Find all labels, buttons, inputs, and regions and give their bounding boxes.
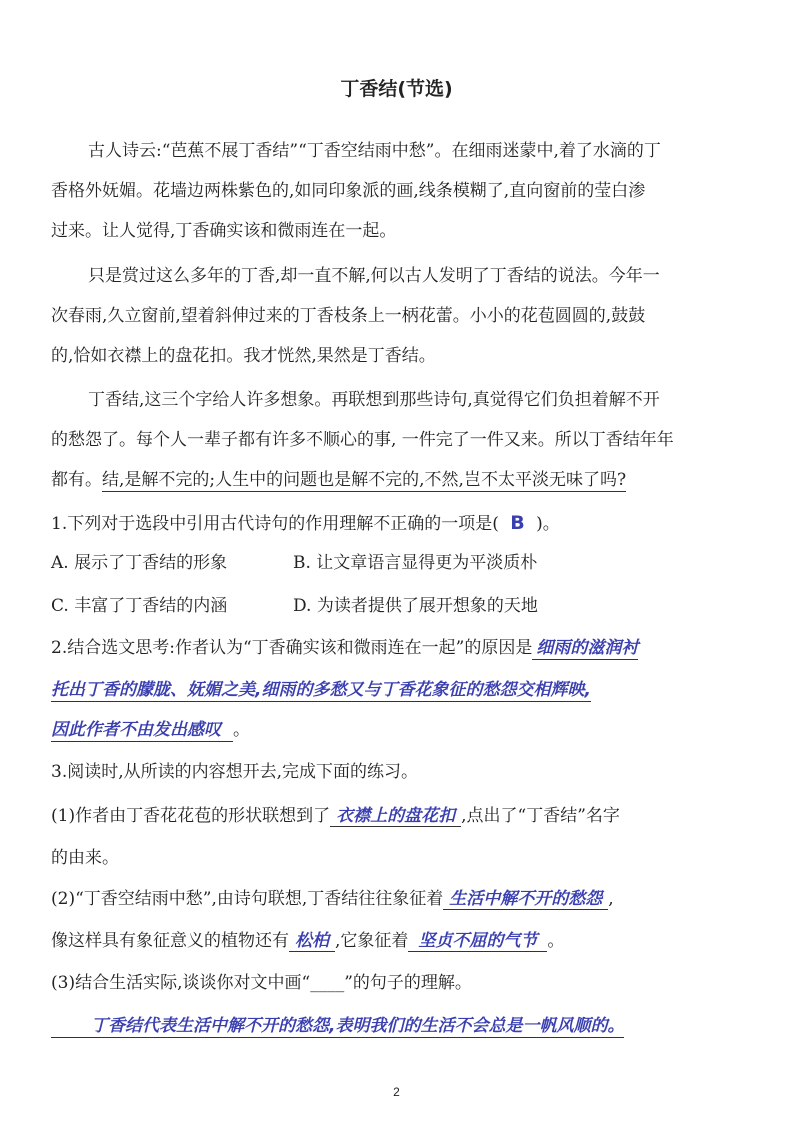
q2-end: 。 — [233, 720, 250, 740]
q2-answer-line2: 托出丁香的朦胧、妩媚之美,细雨的多愁又与丁香花象征的愁怨交相辉映, — [51, 680, 591, 700]
q3-sub3-line — [51, 971, 472, 995]
q3-sub2-line1 — [51, 887, 614, 911]
q3-sub1-text: (1)作者由丁香花花苞的形状联想到了 — [51, 806, 331, 826]
q3-sub1-answer: 衣襟上的盘花扣 — [330, 806, 461, 827]
q1-stem-text: 1.下列对于选段中引用古代诗句的作用理解不正确的一项是( — [51, 514, 499, 534]
q3-sub2-text: (2)“丁香空结雨中愁”,由诗句联想,丁香结往往象征着 — [51, 889, 444, 909]
passage-p3-line3 — [51, 468, 626, 492]
q1-answer: B — [510, 512, 525, 534]
q3-sub2-answer2: 松柏 — [289, 931, 335, 952]
underlined-sentence: 结,是解不完的;人生中的问题也是解不完的,不然,岂不太平淡无味了吗? — [102, 470, 627, 490]
q3-sub2-answer1: 生活中解不开的愁怨 — [443, 889, 608, 910]
q3-sub2-comma: , — [608, 889, 614, 909]
q2-answer-line3-wrap — [51, 718, 250, 742]
q3-stem: 3.阅读时,从所读的内容想开去,完成下面的练习。 — [51, 762, 419, 782]
page-number: 2 — [393, 1085, 400, 1099]
q1-option-b: B. 让文章语言显得更为平淡质朴 — [293, 553, 538, 573]
passage-p2-line3: 的,恰如衣襟上的盘花扣。我才恍然,果然是丁香结。 — [51, 346, 436, 366]
passage-p3-line1: 丁香结,这三个字给人许多想象。再联想到那些诗句,真觉得它们负担着解不开 — [88, 390, 660, 410]
q2-stem-line — [51, 636, 638, 660]
q3-sub3-blank: ____ — [310, 973, 345, 993]
q3-sub2-text3: ,它象征着 — [335, 931, 409, 951]
passage-p1-line3: 过来。让人觉得,丁香确实该和微雨连在一起。 — [51, 221, 397, 241]
passage-p3-line2: 的愁怨了。每个人一辈子都有许多不顺心的事, 一件完了一件又来。所以丁香结年年 — [51, 430, 674, 450]
q3-sub3-answer: 丁香结代表生活中解不开的愁怨,表明我们的生活不会总是一帆风顺的。 — [51, 1016, 624, 1038]
q3-sub3-text: (3)结合生活实际,谈谈你对文中画“ — [51, 973, 311, 993]
q3-sub3-text-end: ”的句子的理解。 — [344, 973, 472, 993]
q2-answer-line2-wrap — [51, 678, 591, 702]
q3-sub2-line2 — [51, 929, 564, 953]
q3-sub1-line2: 的由来。 — [51, 848, 119, 868]
q2-answer-line3: 因此作者不由发出感叹 — [51, 720, 233, 742]
q3-sub3-answer-wrap — [51, 1014, 624, 1038]
q1-stem — [51, 511, 560, 535]
q1-option-a: A. 展示了丁香结的形象 — [51, 553, 228, 573]
q3-sub1-text-end: ,点出了“丁香结”名字 — [461, 806, 620, 826]
q3-sub2-answer3: 坚贞不屈的气节 — [408, 931, 547, 952]
q2-answer-line1: 细雨的滋润衬 — [532, 638, 638, 660]
q3-sub2-end: 。 — [547, 931, 565, 951]
passage-p2-line1: 只是赏过这么多年的丁香,却一直不解,何以古人发明了丁香结的说法。今年一 — [88, 266, 660, 286]
passage-p1-line1: 古人诗云:“芭蕉不展丁香结”“丁香空结雨中愁”。在细雨迷蒙中,着了水滴的丁 — [88, 141, 661, 161]
q1-stem-end: )。 — [536, 514, 560, 534]
q3-sub2-text2: 像这样具有象征意义的植物还有 — [51, 931, 289, 951]
q1-option-c: C. 丰富了丁香结的内涵 — [51, 596, 228, 616]
passage-p1-line2: 香格外妩媚。花墙边两株紫色的,如同印象派的画,线条模糊了,直向窗前的莹白渗 — [51, 181, 646, 201]
passage-p3-line3-start: 都有。 — [51, 470, 102, 490]
page-title: 丁香结(节选) — [340, 78, 453, 100]
q3-sub1-line1 — [51, 804, 620, 828]
passage-p2-line2: 次春雨,久立窗前,望着斜伸过来的丁香枝条上一柄花蕾。小小的花苞圆圆的,鼓鼓 — [51, 306, 646, 326]
q1-option-d: D. 为读者提供了展开想象的天地 — [293, 596, 538, 616]
q2-stem: 2.结合选文思考:作者认为“丁香确实该和微雨连在一起”的原因是 — [51, 638, 533, 658]
